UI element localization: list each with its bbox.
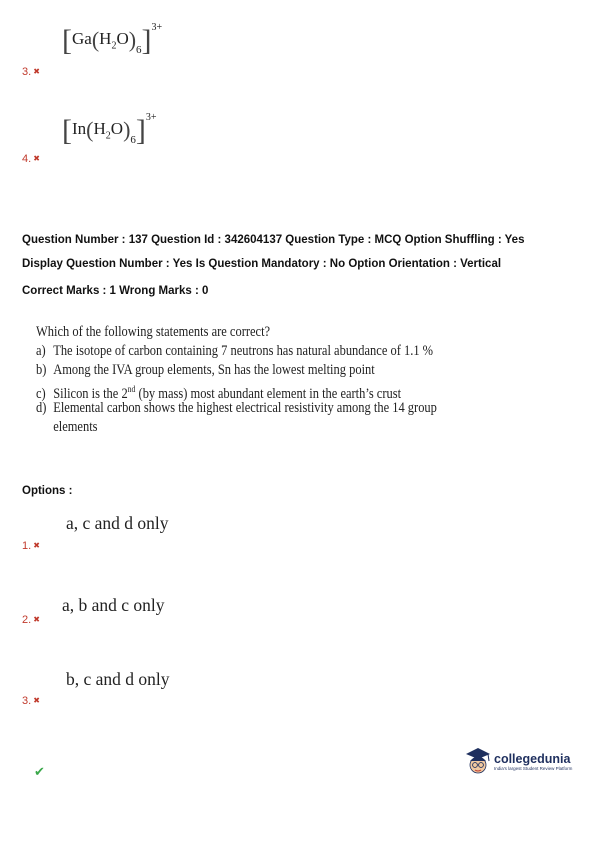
option-4-formula-previous: $[In(H_2O)_6]^{3+}$ <box>62 112 157 147</box>
question-text <box>36 323 437 437</box>
option-2-number: 2. ✖ <box>22 614 40 626</box>
wrong-mark-icon: ✖ <box>33 154 40 163</box>
mascot-icon <box>464 746 492 778</box>
statement-d-continuation: elements <box>53 419 98 435</box>
option-1-text: a, c and d only <box>66 513 169 533</box>
option-3-formula-previous: $[Ga(H_2O)_6]^{3+}$ <box>62 22 163 57</box>
option-2-text: a, b and c only <box>62 595 165 615</box>
question-meta-line-1: Question Number : 137 Question Id : 342604137 Question Type : MCQ Option Shuffling : Yes <box>22 234 525 246</box>
statement-a: a) The isotope of carbon containing 7 neutrons has natural abundance of 1.1 % <box>36 343 434 359</box>
option-3-text: b, c and d only <box>66 669 170 689</box>
correct-check-icon: ✔ <box>34 765 45 780</box>
logo-tagline: India's largest Student Review Platform <box>494 766 573 771</box>
statement-c: c) Silicon is the 2nd (by mass) most abundant element in the earth’s crust <box>36 384 402 402</box>
logo-name: collegedunia <box>494 752 571 766</box>
option-3-number-previous: 3. ✖ <box>22 66 40 78</box>
wrong-mark-icon: ✖ <box>33 696 40 705</box>
wrong-mark-icon: ✖ <box>33 615 40 624</box>
question-meta-line-3: Correct Marks : 1 Wrong Marks : 0 <box>22 285 209 297</box>
question-stem: Which of the following statements are correct? <box>36 324 271 340</box>
statement-d: d) Elemental carbon shows the highest electrical resistivity among the 14 group <box>36 400 437 416</box>
option-1-number: 1. ✖ <box>22 540 40 552</box>
wrong-mark-icon: ✖ <box>33 67 40 76</box>
wrong-mark-icon: ✖ <box>33 541 40 550</box>
option-4-number-previous: 4. ✖ <box>22 153 40 165</box>
option-3-number: 3. ✖ <box>22 695 40 707</box>
options-heading: Options : <box>22 485 73 497</box>
question-meta-line-2: Display Question Number : Yes Is Question Mandatory : No Option Orientation : Vertical <box>22 258 502 270</box>
statement-b: b) Among the IVA group elements, Sn has the lowest melting point <box>36 362 375 378</box>
